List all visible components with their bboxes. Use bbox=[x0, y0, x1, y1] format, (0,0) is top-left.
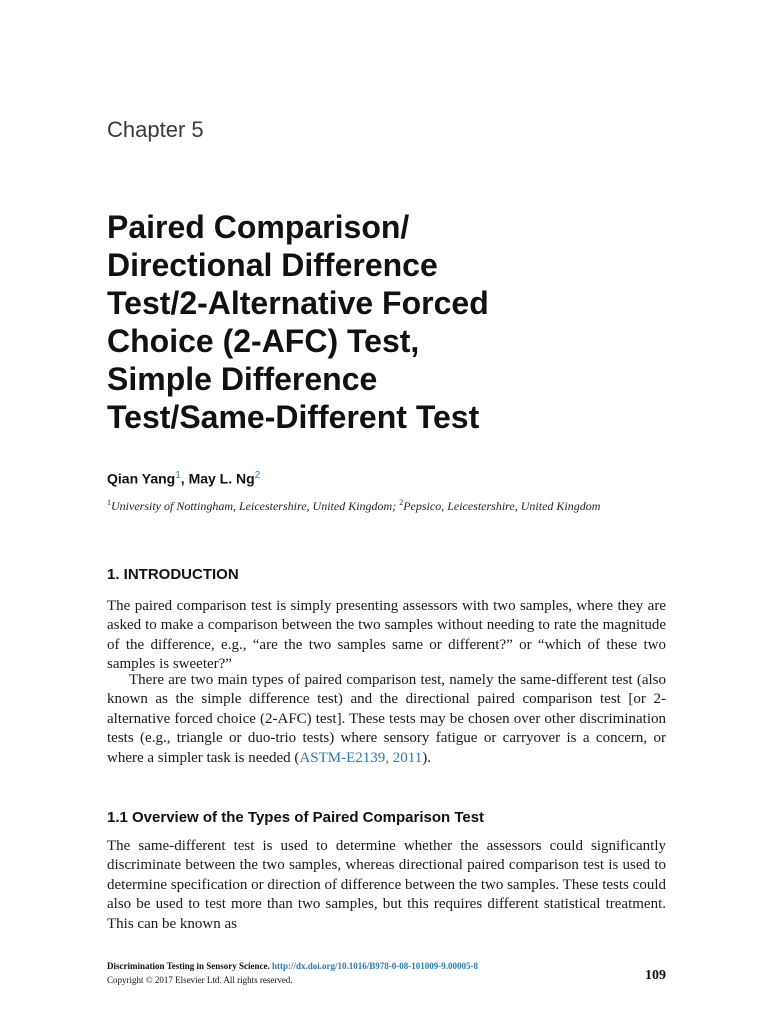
title-line: Paired Comparison/ bbox=[107, 209, 410, 245]
section-heading-introduction: 1. INTRODUCTION bbox=[107, 566, 239, 583]
affiliation-text: Pepsico, Leicestershire, United Kingdom bbox=[403, 499, 601, 513]
footer-copyright: Copyright © 2017 Elsevier Ltd. All rights reserved. bbox=[107, 975, 293, 985]
title-line: Simple Difference bbox=[107, 361, 378, 397]
page-number: 109 bbox=[645, 968, 666, 983]
body-paragraph: The paired comparison test is simply presenting assessors with two samples, where they are asked to make a comparison between the two samples without needing to rate the magnitude of the difference, e.g., “are the two samples same or different?” or “which of these two samples is sweeter?” bbox=[107, 598, 666, 673]
author-name: May L. Ng bbox=[188, 470, 255, 487]
affiliation-marker[interactable]: 1 bbox=[175, 470, 181, 481]
paragraph-text: There are two main types of paired comparison test, namely the same-different test (also known as the simple difference test) and the directional paired comparison test [or 2-alternative forced choice (2-AFC) test]. These tests may be chosen over other discrimination tests (e.g., triangle or duo-trio tests) where sensory fatigue or carryover is a concern, or where a simpler task is needed ( bbox=[107, 672, 666, 766]
title-line: Directional Difference bbox=[107, 247, 438, 283]
body-paragraph: The same-different test is used to determine whether the assessors could significantly discriminate between the two samples, whereas directional paired comparison test is used to determine specification or direction of difference between the two samples. These tests could also be used to test more than two samples, but this requires different statistical treatment. This can be known as bbox=[107, 838, 666, 932]
doi-link[interactable]: http://dx.doi.org/10.1016/B978-0-08-101009-9.00005-8 bbox=[272, 961, 479, 971]
title-line: Test/2-Alternative Forced bbox=[107, 285, 489, 321]
paragraph-text-end: ). bbox=[422, 749, 431, 766]
footer-source bbox=[107, 961, 478, 971]
author-separator: , bbox=[180, 470, 189, 487]
title-line: Choice (2-AFC) Test, bbox=[107, 323, 420, 359]
author-name: Qian Yang bbox=[107, 470, 176, 487]
book-title: Discrimination Testing in Sensory Science. bbox=[107, 961, 270, 971]
affiliations bbox=[107, 493, 667, 516]
subsection-heading-overview: 1.1 Overview of the Types of Paired Comparison Test bbox=[107, 809, 485, 826]
chapter-title bbox=[107, 208, 667, 436]
chapter-label: Chapter 5 bbox=[107, 117, 204, 142]
affiliation-marker[interactable]: 2 bbox=[254, 470, 261, 481]
affiliation-number: 1 bbox=[107, 498, 111, 507]
author-list bbox=[107, 470, 260, 487]
citation-link[interactable]: ASTM-E2139, 2011 bbox=[299, 749, 423, 766]
title-line: Test/Same-Different Test bbox=[107, 399, 480, 435]
body-paragraph bbox=[107, 671, 666, 768]
affiliation-number: 2 bbox=[399, 498, 404, 507]
affiliation-text: University of Nottingham, Leicestershire, United Kingdom; bbox=[111, 499, 400, 513]
